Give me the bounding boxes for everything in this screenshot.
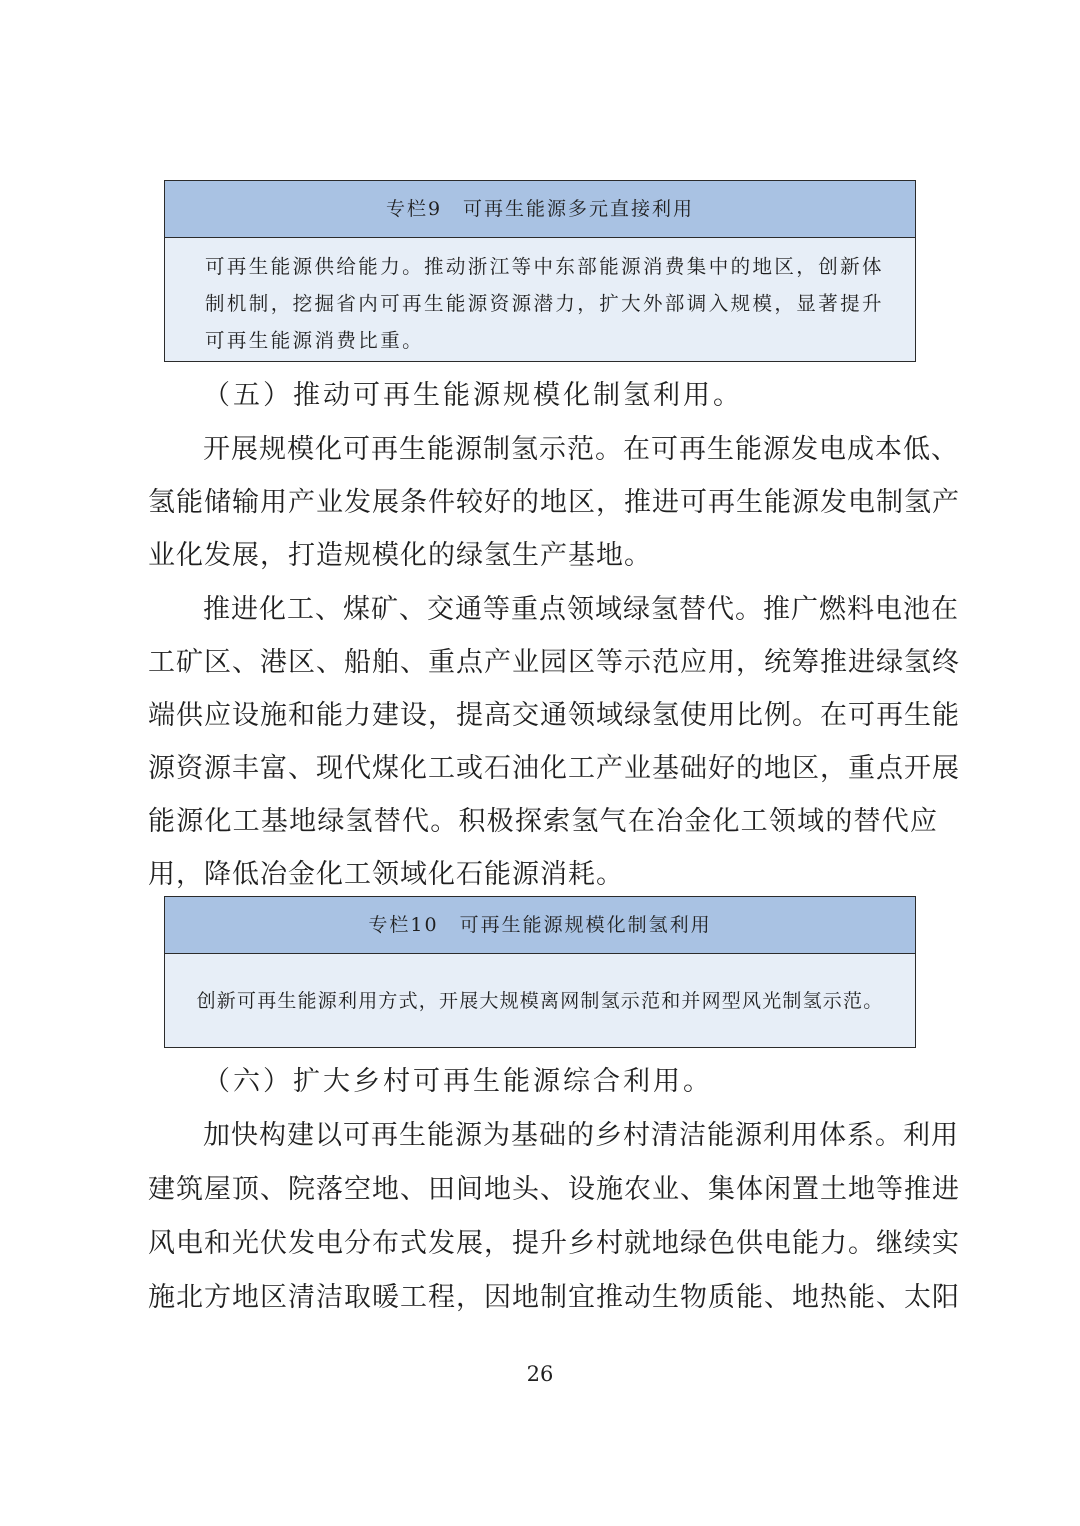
section-6-heading: （六）扩大乡村可再生能源综合利用。: [203, 1066, 713, 1097]
section-5-para-2-line: 源资源丰富、现代煤化工或石油化工产业基础好的地区，重点开展: [148, 753, 960, 784]
section-6-para-1-line: 建筑屋顶、院落空地、田间地头、设施农业、集体闲置土地等推进: [148, 1174, 960, 1205]
callout-box-9: [164, 180, 916, 362]
section-5-para-2-line: 能源化工基地绿氢替代。积极探索氢气在冶金化工领域的替代应: [148, 806, 938, 837]
section-6-para-1-line: 风电和光伏发电分布式发展，提升乡村就地绿色供电能力。继续实: [148, 1228, 960, 1259]
section-5-para-1-line: 氢能储输用产业发展条件较好的地区，推进可再生能源发电制氢产: [148, 487, 960, 518]
section-5-para-1-line: 业化发展，打造规模化的绿氢生产基地。: [148, 540, 652, 571]
callout-box-9-title: 专栏9 可再生能源多元直接利用: [165, 181, 915, 238]
section-5-para-2-line: 端供应设施和能力建设，提高交通领域绿氢使用比例。在可再生能: [148, 700, 960, 731]
section-5-para-2-line: 工矿区、港区、船舶、重点产业园区等示范应用，统筹推进绿氢终: [148, 647, 960, 678]
callout-box-9-body: 可再生能源供给能力。推动浙江等中东部能源消费集中的地区，创新体制机制，挖掘省内可再生能源资源潜力，扩大外部调入规模，显著提升可再生能源消费比重。: [205, 255, 884, 352]
callout-box-10-title: 专栏10 可再生能源规模化制氢利用: [165, 897, 915, 954]
section-5-para-1-line: 开展规模化可再生能源制氢示范。在可再生能源发电成本低、: [203, 434, 959, 465]
section-5-para-2-line: 用，降低冶金化工领域化石能源消耗。: [148, 859, 624, 890]
section-6-para-1-line: 加快构建以可再生能源为基础的乡村清洁能源利用体系。利用: [203, 1120, 959, 1151]
section-6-para-1-line: 施北方地区清洁取暖工程，因地制宜推动生物质能、地热能、太阳: [148, 1282, 960, 1313]
callout-box-10: [164, 896, 916, 1048]
section-5-heading: （五）推动可再生能源规模化制氢利用。: [203, 380, 743, 411]
section-5-para-2-line: 推进化工、煤矿、交通等重点领域绿氢替代。推广燃料电池在: [203, 594, 959, 625]
callout-box-10-body: 创新可再生能源利用方式，开展大规模离网制氢示范和并网型风光制氢示范。: [196, 990, 884, 1012]
page-number: 26: [526, 1362, 554, 1386]
